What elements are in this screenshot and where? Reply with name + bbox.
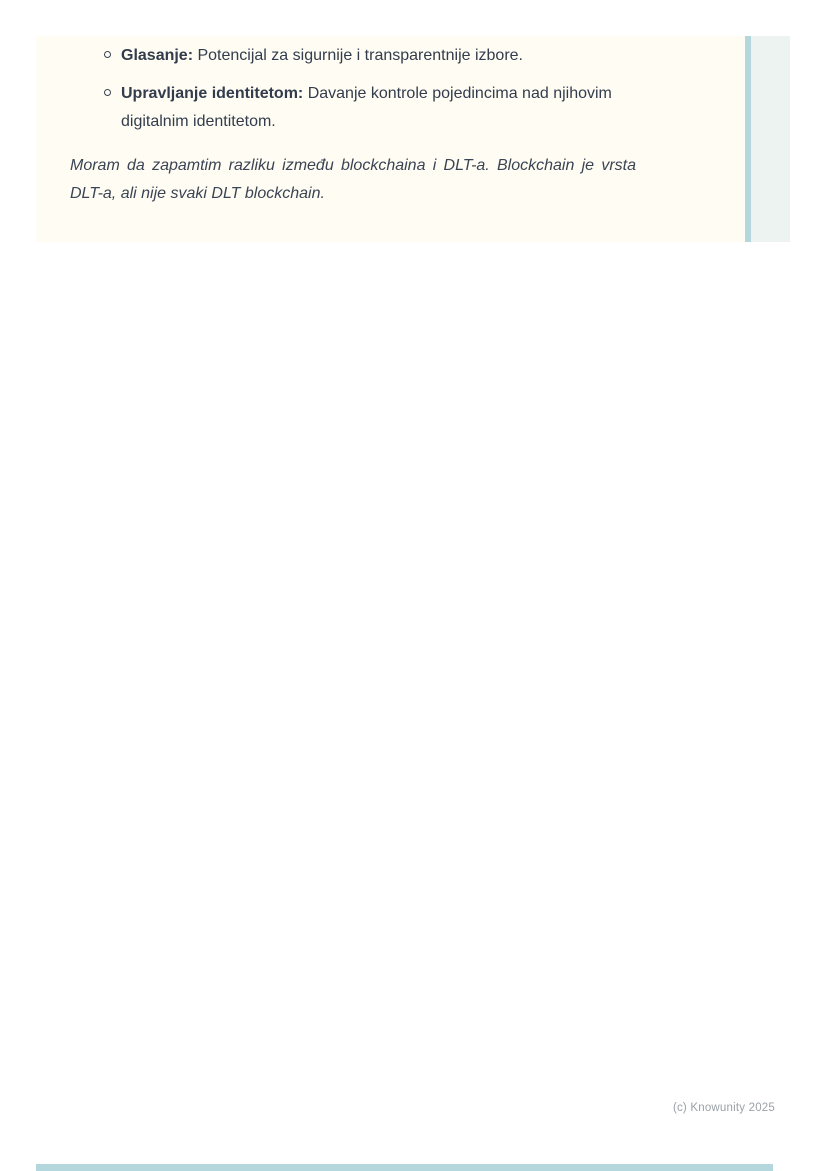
note-card xyxy=(36,36,790,242)
note-card-content xyxy=(36,36,745,242)
bullet-text xyxy=(121,85,612,130)
bullet-label: Upravljanje identitetom: xyxy=(121,85,304,102)
bullet-text xyxy=(121,47,523,64)
list-item xyxy=(104,42,666,70)
copyright-text: (c) Knowunity 2025 xyxy=(672,1102,775,1114)
italic-note: Moram da zapamtim razliku između blockchaina i DLT-a. Blockchain je vrsta DLT-a, ali nije svaki DLT blockchain. xyxy=(70,157,636,202)
circle-bullet-icon xyxy=(104,89,111,96)
bullet-list xyxy=(70,42,745,136)
list-item xyxy=(104,80,666,136)
bottom-divider-bar xyxy=(36,1164,773,1171)
circle-bullet-icon xyxy=(104,51,111,58)
mint-strip xyxy=(751,36,790,242)
bullet-body: Potencijal za sigurnije i transparentnije izbore. xyxy=(197,47,523,64)
bullet-body: Davanje kontrole pojedincima nad njihovim digitalnim identitetom. xyxy=(121,85,612,130)
bullet-label: Glasanje: xyxy=(121,47,194,64)
